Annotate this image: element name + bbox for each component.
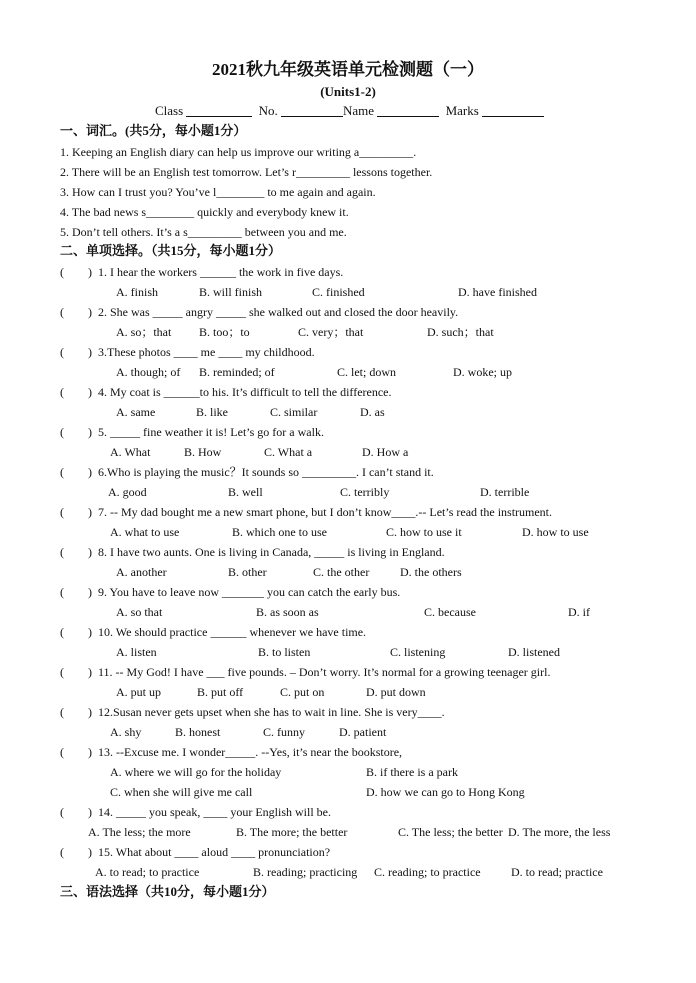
bracket-close: ) [88,805,92,819]
question-12 [60,704,445,720]
question-13 [60,744,402,760]
bracket-close: ) [88,425,92,439]
answer-bracket[interactable] [60,304,98,320]
option-d[interactable]: D. woke; up [453,365,512,379]
bracket-open: ( [60,665,64,679]
question-text: 3.These photos ____ me ____ my childhood. [98,345,315,359]
student-info-line [0,103,696,119]
option-d[interactable]: D. such；that [427,325,494,339]
answer-bracket[interactable] [60,844,98,860]
bracket-close: ) [88,505,92,519]
question-text: 5. _____ fine weather it is! Let’s go for a walk. [98,425,324,439]
bracket-open: ( [60,705,64,719]
question-11 [60,664,550,680]
question-text: 6.Who is playing the music？It sounds so _________. I can’t stand it. [98,465,434,479]
question-text: 10. We should practice ______ whenever we have time. [98,625,367,639]
option-a[interactable]: A. The less; the more [88,825,191,839]
option-a[interactable]: A. put up [116,685,161,699]
option-b[interactable]: B. reminded; of [199,365,275,379]
answer-bracket[interactable] [60,664,98,680]
class-blank[interactable] [186,104,252,117]
question-text: 8. I have two aunts. One is living in Canada, _____ is living in England. [98,545,445,559]
option-c[interactable]: C. reading; to practice [374,865,481,879]
section1-heading: 一、词汇。(共5分，每小题1分） [60,123,247,138]
option-d[interactable]: D. to read; practice [511,865,603,879]
question-4 [60,384,392,400]
bracket-open: ( [60,625,64,639]
option-a[interactable]: A. listen [116,645,157,659]
bracket-close: ) [88,345,92,359]
bracket-open: ( [60,545,64,559]
answer-bracket[interactable] [60,744,98,760]
option-d[interactable]: D. patient [339,725,387,739]
option-b[interactable]: B. will finish [199,285,263,299]
option-b[interactable]: B. How [184,445,222,459]
question-text: 9. You have to leave now _______ you can catch the early bus. [98,585,401,599]
section2-heading: 二、单项选择。（共15分，每小题1分） [60,243,282,258]
vocab-item-2: 2. There will be an English test tomorrow. Let’s r_________ lessons together. [60,165,433,179]
bracket-open: ( [60,345,64,359]
option-b[interactable]: B. well [228,485,263,499]
question-15 [60,844,330,860]
question-5 [60,424,324,440]
vocab-item-5: 5. Don’t tell others. It’s a s_________ between you and me. [60,225,347,239]
bracket-close: ) [88,745,92,759]
option-d[interactable]: D. The more, the less [508,825,611,839]
option-c[interactable]: C. What a [264,445,313,459]
option-a[interactable]: A. good [108,485,147,499]
question-1 [60,264,343,280]
option-b[interactable]: B. put off [197,685,244,699]
option-c[interactable]: C. let; down [337,365,396,379]
option-a[interactable]: A. same [116,405,156,419]
bracket-open: ( [60,265,64,279]
option-a[interactable]: A. another [116,565,167,579]
bracket-open: ( [60,805,64,819]
option-d[interactable]: D. how to use [522,525,589,539]
page-subtitle: (Units1-2) [320,84,376,99]
bracket-close: ) [88,845,92,859]
bracket-close: ) [88,585,92,599]
vocab-item-3: 3. How can I trust you? You’ve l________ to me again and again. [60,185,376,199]
answer-bracket[interactable] [60,704,98,720]
question-text: 4. My coat is ______to his. It’s difficult to tell the difference. [98,385,392,399]
question-6 [60,464,434,480]
option-a[interactable]: A. What [110,445,151,459]
option-a[interactable]: A. though; of [116,365,181,379]
option-a[interactable]: A. where we will go for the holiday [110,765,282,779]
option-c[interactable]: C. how to use it [386,525,462,539]
answer-bracket[interactable] [60,544,98,560]
question-2 [60,304,458,320]
option-d[interactable]: D. as [360,405,385,419]
option-b[interactable]: B. which one to use [232,525,327,539]
option-b[interactable]: B. other [228,565,267,579]
bracket-close: ) [88,625,92,639]
bracket-close: ) [88,705,92,719]
answer-bracket[interactable] [60,504,98,520]
option-c[interactable]: C. put on [280,685,325,699]
question-text: 12.Susan never gets upset when she has to wait in line. She is very____. [98,705,445,719]
no-label: No. [258,103,278,118]
option-b[interactable]: B. reading; practicing [253,865,358,879]
answer-bracket[interactable] [60,804,98,820]
option-c[interactable]: C. the other [313,565,370,579]
option-c[interactable]: C. listening [390,645,446,659]
question-text: 7. -- My dad bought me a new smart phone, but I don’t know____.-- Let’s read the instrument. [98,505,553,519]
option-a[interactable]: A. shy [110,725,142,739]
answer-bracket[interactable] [60,424,98,440]
bracket-close: ) [88,385,92,399]
question-7 [60,504,552,520]
no-blank[interactable] [281,104,343,117]
option-b[interactable]: B. honest [175,725,221,739]
option-c[interactable]: C. very；that [298,325,364,339]
bracket-close: ) [88,665,92,679]
bracket-open: ( [60,305,64,319]
option-c[interactable]: C. when she will give me call [110,785,253,799]
option-d[interactable]: D. if [568,605,590,619]
option-a[interactable]: A. so that [116,605,163,619]
question-3 [60,344,315,360]
bracket-close: ) [88,545,92,559]
answer-bracket[interactable] [60,464,98,480]
option-c[interactable]: C. The less; the better [398,825,503,839]
answer-bracket[interactable] [60,264,98,280]
bracket-open: ( [60,505,64,519]
answer-bracket[interactable] [60,384,98,400]
option-d[interactable]: D. have finished [458,285,537,299]
question-14 [60,804,331,820]
option-d[interactable]: D. the others [400,565,462,579]
marks-blank[interactable] [482,104,544,117]
option-a[interactable]: A. to read; to practice [95,865,200,879]
option-a[interactable]: A. what to use [110,525,180,539]
question-text: 1. I hear the workers ______ the work in five days. [98,265,344,279]
option-b[interactable]: B. if there is a park [366,765,458,779]
name-label: Name [343,103,375,118]
bracket-open: ( [60,425,64,439]
question-text: 2. She was _____ angry _____ she walked out and closed the door heavily. [98,305,459,319]
bracket-open: ( [60,845,64,859]
class-label: Class [154,103,184,118]
option-b[interactable]: B. as soon as [256,605,319,619]
bracket-open: ( [60,745,64,759]
question-9 [60,584,400,600]
bracket-close: ) [88,265,92,279]
option-d[interactable]: D. listened [508,645,560,659]
option-b[interactable]: B. The more; the better [236,825,348,839]
option-d[interactable]: D. how we can go to Hong Kong [366,785,525,799]
option-d[interactable]: D. How a [362,445,409,459]
option-b[interactable]: B. too；to [199,325,250,339]
question-text: 15. What about ____ aloud ____ pronunciation? [98,845,331,859]
option-a[interactable]: A. finish [116,285,158,299]
bracket-close: ) [88,305,92,319]
marks-label: Marks [445,103,479,118]
option-c[interactable]: C. because [424,605,476,619]
option-b[interactable]: B. to listen [258,645,311,659]
bracket-open: ( [60,465,64,479]
bracket-close: ) [88,465,92,479]
vocab-item-1: 1. Keeping an English diary can help us improve our writing a_________. [60,145,417,159]
question-8 [60,544,445,560]
name-blank[interactable] [377,104,439,117]
bracket-open: ( [60,385,64,399]
option-c[interactable]: C. funny [263,725,305,739]
option-a[interactable]: A. so；that [116,325,172,339]
option-c[interactable]: C. terribly [340,485,390,499]
question-text: 11. -- My God! I have ___ five pounds. – Don’t worry. It’s normal for a growing teenager girl. [98,665,551,679]
page-title: 2021秋九年级英语单元检测题（一） [212,60,484,79]
option-c[interactable]: C. similar [270,405,318,419]
question-text: 13. --Excuse me. I wonder_____. --Yes, it’s near the bookstore, [98,745,403,759]
option-d[interactable]: D. put down [366,685,426,699]
question-text: 14. _____ you speak, ____ your English will be. [98,805,331,819]
option-c[interactable]: C. finished [312,285,365,299]
answer-bracket[interactable] [60,344,98,360]
option-d[interactable]: D. terrible [480,485,530,499]
answer-bracket[interactable] [60,584,98,600]
bracket-open: ( [60,585,64,599]
section3-heading: 三、语法选择（共10分，每小题1分） [60,884,275,899]
vocab-item-4: 4. The bad news s________ quickly and everybody knew it. [60,205,349,219]
question-10 [60,624,366,640]
option-b[interactable]: B. like [196,405,228,419]
answer-bracket[interactable] [60,624,98,640]
